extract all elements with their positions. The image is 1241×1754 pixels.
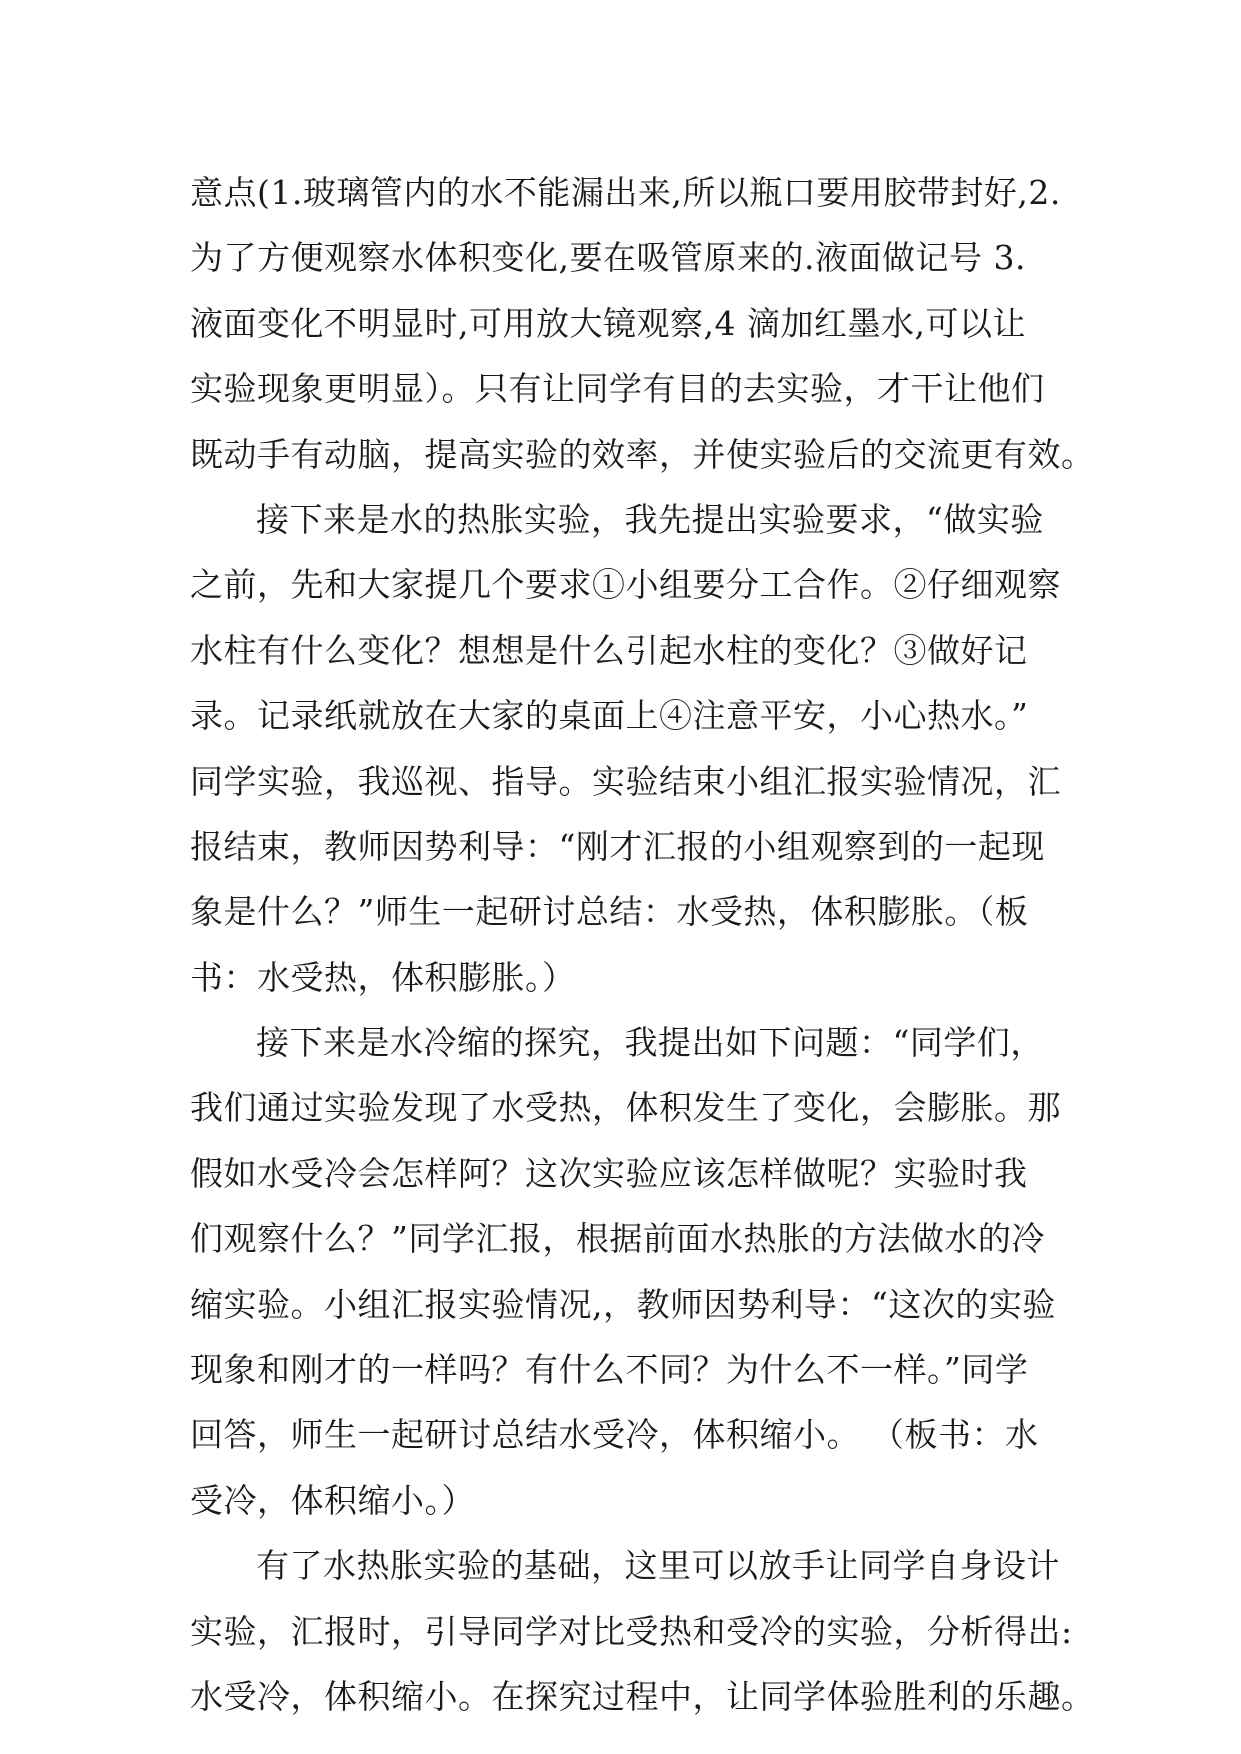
text-line: 缩实验。小组汇报实验情况,，教师因势利导：“这次的实验 (190, 1284, 1056, 1324)
text-line: 现象和刚才的一样吗？有什么不同？为什么不一样。”同学 (190, 1350, 1029, 1390)
text-line: 实验现象更明显）。只有让同学有目的去实验，才干让他们 (190, 369, 1045, 409)
text-line: 液面变化不明显时,可用放大镜观察,4 滴加红墨水,可以让 (190, 303, 1026, 343)
text-line: 们观察什么？”同学汇报，根据前面水热胀的方法做水的冷 (190, 1219, 1045, 1259)
text-line: 回答，师生一起研讨总结水受冷，体积缩小。 （板书：水 (190, 1415, 1039, 1455)
text-line: 报结束，教师因势利导：“刚才汇报的小组观察到的一起现 (190, 826, 1045, 866)
text-line: 受冷，体积缩小。） (190, 1480, 475, 1520)
text-line: 水柱有什么变化？想想是什么引起水柱的变化？③做好记 (190, 630, 1028, 670)
text-line: 之前，先和大家提几个要求①小组要分工合作。②仔细观察 (190, 565, 1061, 605)
text-line: 为了方便观察水体积变化,要在吸管原来的.液面做记号 3. (190, 238, 1026, 278)
text-line: 同学实验，我巡视、指导。实验结束小组汇报实验情况，汇 (190, 761, 1061, 801)
text-line: 意点(1.玻璃管内的水不能漏出来,所以瓶口要用胶带封好,2. (190, 173, 1061, 212)
text-line: 我们通过实验发现了水受热，体积发生了变化，会膨胀。那 (190, 1088, 1061, 1128)
text-line: 水受冷，体积缩小。在探究过程中，让同学体验胜利的乐趣。 (190, 1676, 1095, 1716)
text-line: 象是什么？”师生一起研讨总结：水受热，体积膨胀。（板 (190, 892, 1029, 932)
text-line: 假如水受冷会怎样阿？这次实验应该怎样做呢？实验时我 (190, 1153, 1028, 1193)
paragraph-start-line: 有了水热胀实验的基础，这里可以放手让同学自身设计 (256, 1546, 1060, 1586)
text-line: 书：水受热，体积膨胀。） (190, 957, 576, 997)
text-line: 既动手有动脑，提高实验的效率，并使实验后的交流更有效。 (190, 434, 1095, 474)
paragraph-start-line: 接下来是水冷缩的探究，我提出如下问题：“同学们， (256, 1023, 1044, 1063)
paragraph-start-line: 接下来是水的热胀实验，我先提出实验要求，“做实验 (256, 499, 1044, 539)
text-line: 实验，汇报时，引导同学对比受热和受冷的实验，分析得出: (190, 1611, 1073, 1651)
body-text (190, 160, 1095, 1729)
text-line: 录。记录纸就放在大家的桌面上④注意平安，小心热水。” (190, 696, 1029, 736)
